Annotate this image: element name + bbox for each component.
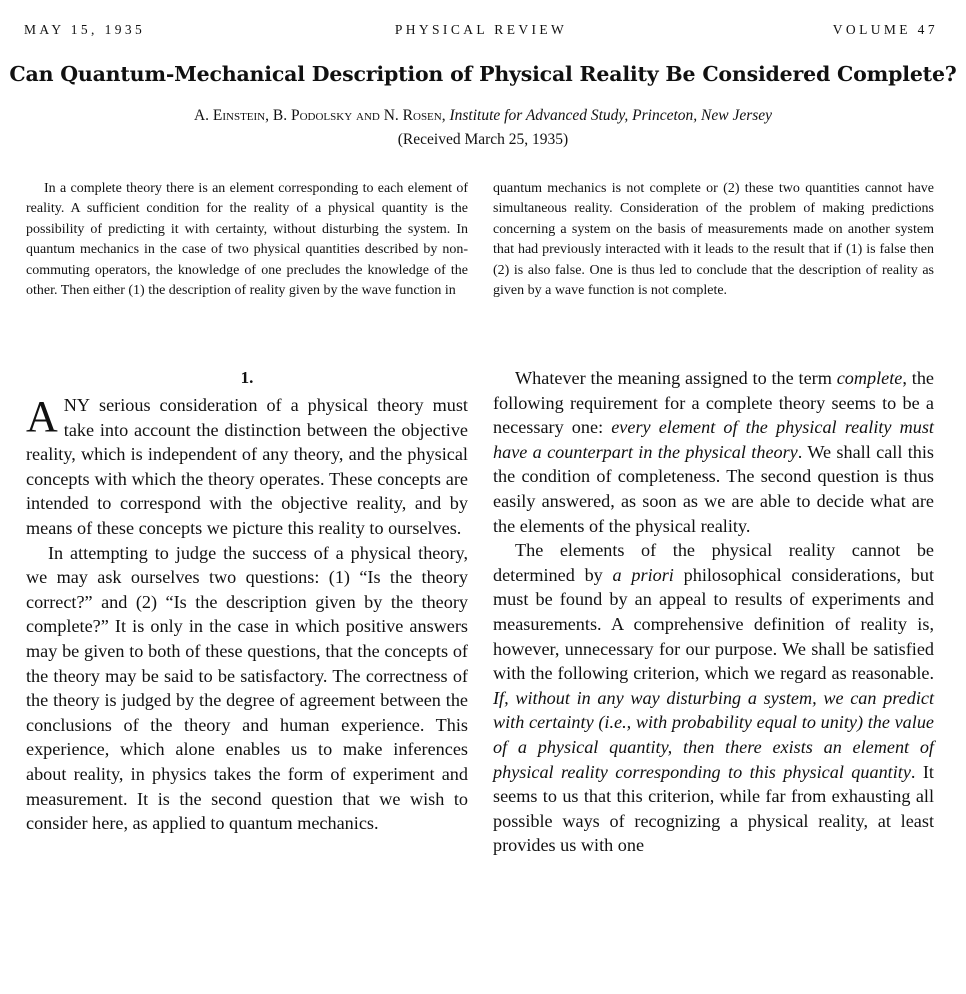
italic-run: a priori [612, 564, 674, 585]
running-head-date: MAY 15, 1935 [24, 22, 146, 37]
text-run: philosophical considerations, but must be found by an appeal to results of experiments and measurements. A comprehensive definition of reality is, however, unnecessary for our purpose. We shall be satisfied with the following criterion, which we regard as reasonable. [493, 564, 935, 684]
paper-title: Can Quantum-Mechanical Description of Physical Reality Be Considered Complete? [9, 62, 957, 86]
author-names: A. Einstein, B. Podolsky and N. Rosen, [193, 107, 446, 124]
opening-caps: NY [63, 395, 91, 415]
body-paragraph [493, 366, 934, 538]
italic-run: If, without in any way disturbing a system, we can predict with certainty (i.e., with probability equal to unity) the value of a physical quantity, then there exists an element of physical reality corresponding to this physical quantity [493, 687, 934, 782]
author-affiliation: Institute for Advanced Study, Princeton, New Jersey [449, 107, 773, 124]
drop-cap: A [26, 392, 58, 441]
section-number: 1. [240, 368, 254, 387]
body-left-column [26, 393, 468, 836]
body-right-column [493, 366, 934, 858]
abstract-left-column [26, 179, 468, 301]
running-head-journal: PHYSICAL REVIEW [394, 22, 568, 37]
text-run: Whatever the meaning assigned to the term [515, 368, 837, 388]
received-date: (Received March 25, 1935) [397, 131, 569, 148]
abstract-text-right: quantum mechanics is not complete or (2) these two quantities cannot have simultaneous reality. Consideration of the problem of making predictions concerning a system on the basis of measurements made on another system that had previously interacted with it leads to the result that if (1) is false then (2) is also false. One is thus led to conclude that the description of reality as given by a wave function is not complete. [493, 181, 934, 299]
text-run: . It seems to us that this criterion, while far from exhausting all possible ways of recognizing a physical reality, at least provides us with one [493, 761, 934, 856]
abstract-text-left: In a complete theory there is an element corresponding to each element of reality. A sufficient condition for the reality of a physical quantity is the possibility of predicting it with certainty, without disturbing the system. In quantum mechanics in the case of two physical quantities described by non-commuting operators, the knowledge of one precludes the knowledge of the other. Then either (1) the description of reality given by the wave function in [26, 181, 468, 299]
paragraph-text: serious consideration of a physical theory must take into account the distinction between the objective reality, which is independent of any theory, and the physical concepts with which the theory operates. These concepts are intended to correspond with the objective reality, and by means of these concepts we picture this reality to ourselves. [26, 395, 468, 538]
body-paragraph: In attempting to judge the success of a physical theory, we may ask ourselves two questions: (1) “Is the theory correct?” and (2) “Is the description given by the theory complete?” It is only in the case in which positive answers may be given to both of these questions, that the concepts of the theory may be said to be satisfactory. The correctness of the theory is judged by the degree of agreement between the conclusions of the theory and human experience. This experience, which alone enables us to make inferences about reality, in physics takes the form of experiment and measurement. It is the second question that we wish to consider here, as applied to quantum mechanics. [26, 542, 468, 834]
body-paragraph [493, 538, 934, 858]
text-run: The elements of the physical reality cannot be determined by [493, 540, 934, 585]
abstract-right-column [493, 179, 934, 301]
text-run: , the following requirement for a complete theory seems to be a necessary one: [493, 368, 934, 438]
italic-run: every element of the physical reality must have a counterpart in the physical theory [493, 417, 934, 462]
running-head [24, 22, 938, 40]
text-run: . We shall call this the condition of completeness. The second question is thus easily answered, as soon as we are able to decide what are the elements of the physical reality. [493, 441, 934, 536]
running-head-volume: VOLUME 47 [832, 22, 938, 37]
author-line [0, 107, 966, 125]
italic-run: complete [836, 368, 903, 388]
body-paragraph [26, 393, 468, 541]
